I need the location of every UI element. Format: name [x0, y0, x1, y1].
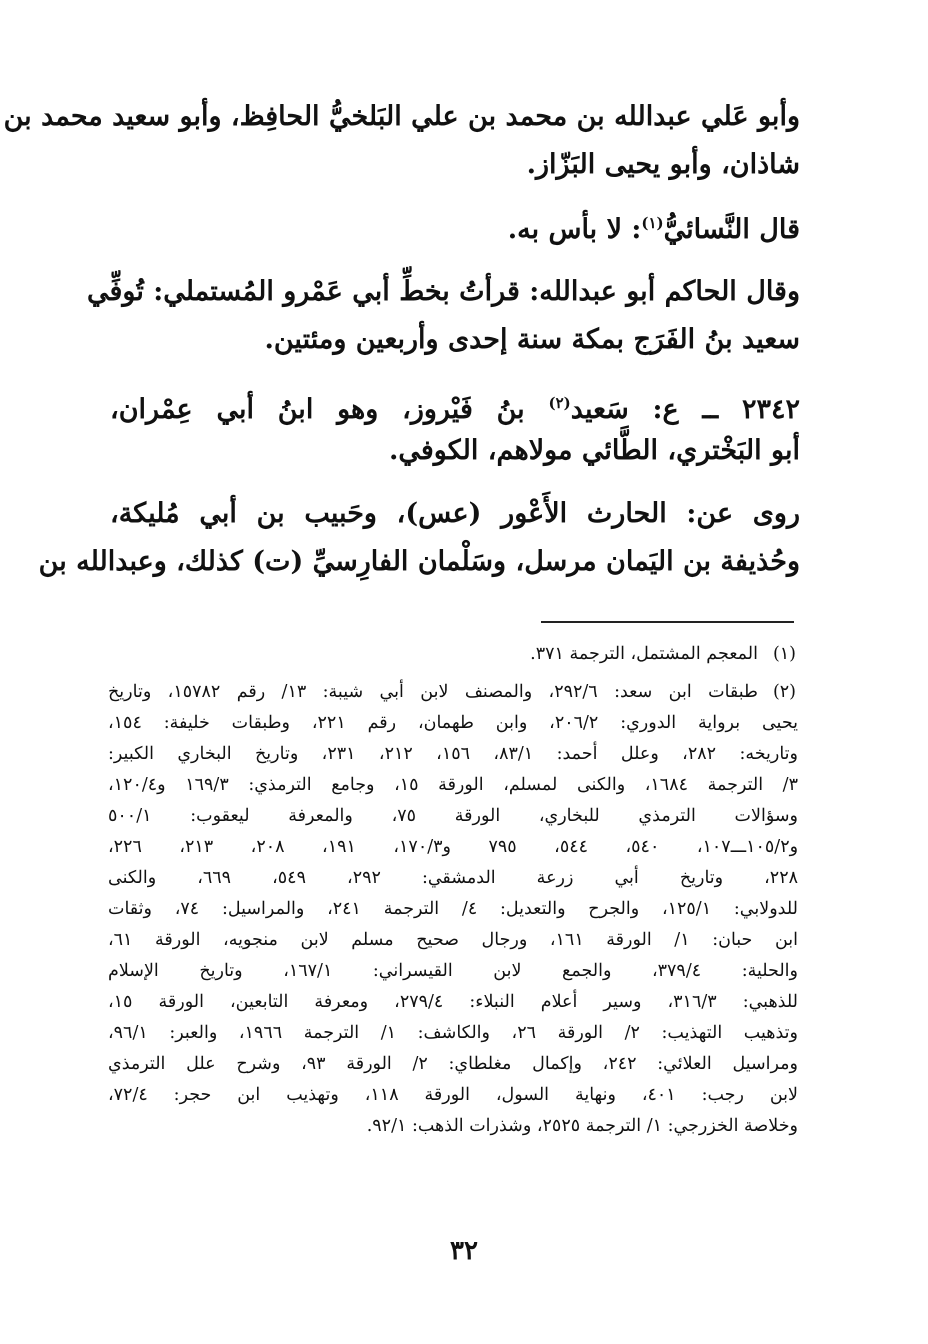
footnote-2-line: و١٠٥/٢ـــ١٠٧، ٥٤٠، ٥٤٤، ٧٩٥ و١٧٠/٣، ١٩١، ٢٠٨، ٢١٣، ٢٢٦،: [108, 837, 799, 857]
footnote-2-line: وخلاصة الخزرجي: ١/ الترجمة ٢٥٢٥، وشذرات الذهب: ٩٢/١.: [366, 1116, 798, 1136]
nasai-quote-tail: : لا بأس به.: [507, 214, 642, 245]
footnote-2-number: (٢): [772, 682, 796, 702]
footnote-separator: [541, 621, 794, 623]
main-text-line-1: وأبو عَلي عبدالله بن محمد بن علي البَلخيُّ الحافِظ، وأبو سعيد محمد بن: [3, 101, 800, 132]
footnote-2-line: ٢٢٨، وتاريخ أبي زرعة الدمشقي: ٢٩٢، ٥٤٩، ٦٦٩، والكنى: [108, 868, 798, 888]
footnote-2-line: ومراسيل العلائي: ٢٤٢، وإكمال مغلطاي: ٢/ الورقة ٩٣، وشرح علل الترمذي: [108, 1054, 798, 1074]
main-text-line-8: روى عن: الحارث الأَعْور (عس)، وحَبيب بن أبي مُليكة،: [110, 498, 800, 529]
footnote-2-line: طبقات ابن سعد: ٢٩٢/٦، والمصنف لابن أبي شيبة: ١٣/ رقم ١٥٧٨٢، وتاريخ: [108, 682, 758, 702]
page-number: ٣٢: [450, 1236, 478, 1266]
main-text-line-7: أبو البَخْتري، الطَّائي مولاهم، الكوفي.: [388, 435, 800, 466]
footnote-2-line: وسؤالات الترمذي للبخاري، الورقة ٧٥، والمعرفة ليعقوب: ٥٠٠/١: [108, 806, 799, 826]
footnote-2-line: ابن حبان: ١/ الورقة ١٦١، ورجال صحيح مسلم لابن منجويه، الورقة ٦١،: [108, 930, 798, 950]
footnote-1-text: المعجم المشتمل، الترجمة ٣٧١.: [530, 644, 758, 664]
main-text-line-5: سعيد بنُ الفَرَج بمكة سنة إحدى وأربعين ومئتين.: [264, 324, 800, 355]
main-text-line-3: [110, 203, 800, 250]
footnote-1-number: (١): [772, 644, 796, 664]
main-text-line-9: وحُذيفة بن اليَمان مرسل، وسَلْمان الفارِسيِّ (ت) كذلك، وعبدالله بن: [38, 546, 800, 577]
main-text-line-4: وقال الحاكم أبو عبدالله: قرأتُ بخطِّ أبي عَمْرو المُستملي: تُوفِّي: [86, 276, 800, 307]
footnote-2-line: للذهبي: ٣١٦/٣، وسير أعلام النبلاء: ٢٧٩/٤، ومعرفة التابعين، الورقة ١٥،: [108, 992, 798, 1012]
footnote-2-line: والحلية: ٣٧٩/٤، والجمع لابن القيسراني: ١٦٧/١، وتاريخ الإسلام: [108, 961, 798, 981]
footnote-2-line: يحيى برواية الدوري: ٢٠٦/٢، وابن طهمان، رقم ٢٢١، وطبقات خليفة: ١٥٤،: [108, 713, 798, 733]
footnote-2-line: ٣/ الترجمة ١٦٨٤، والكنى لمسلم، الورقة ١٥، وجامع الترمذي: ١٦٩/٣ و١٢٠/٤،: [108, 775, 798, 795]
entry-number-name: ٢٣٤٢ ــ ع: سَعيد: [570, 394, 800, 425]
footnote-2-line: للدولابي: ١٢٥/١، والجرح والتعديل: ٤/ الترجمة ٢٤١، والمراسيل: ٧٤، وثقات: [108, 899, 798, 919]
nasai-quote-head: قال النَّسائيُّ: [663, 214, 800, 245]
footnote-2-line: لابن رجب: ٤٠١، ونهاية السول، الورقة ١١٨، وتهذيب ابن حجر: ٧٢/٤،: [108, 1085, 799, 1105]
main-text-line-2: شاذان، وأبو يحيى البَزّاز.: [526, 149, 800, 180]
biography-entry-heading: [110, 383, 800, 430]
footnote-ref-1: (١): [641, 214, 664, 232]
footnote-2-line: وتاريخه: ٢٨٢، وعلل أحمد: ٨٣/١، ١٥٦، ٢١٢، ٢٣١، وتاريخ البخاري الكبير:: [108, 744, 798, 764]
footnote-2-line: وتذهيب التهذيب: ٢/ الورقة ٢٦، والكاشف: ١/ الترجمة ١٩٦٦، والعبر: ٩٦/١،: [108, 1023, 798, 1043]
entry-lineage: بنُ فَيْروز، وهو ابنُ أبي عِمْران،: [110, 394, 549, 425]
footnote-ref-2: (٢): [548, 394, 571, 412]
